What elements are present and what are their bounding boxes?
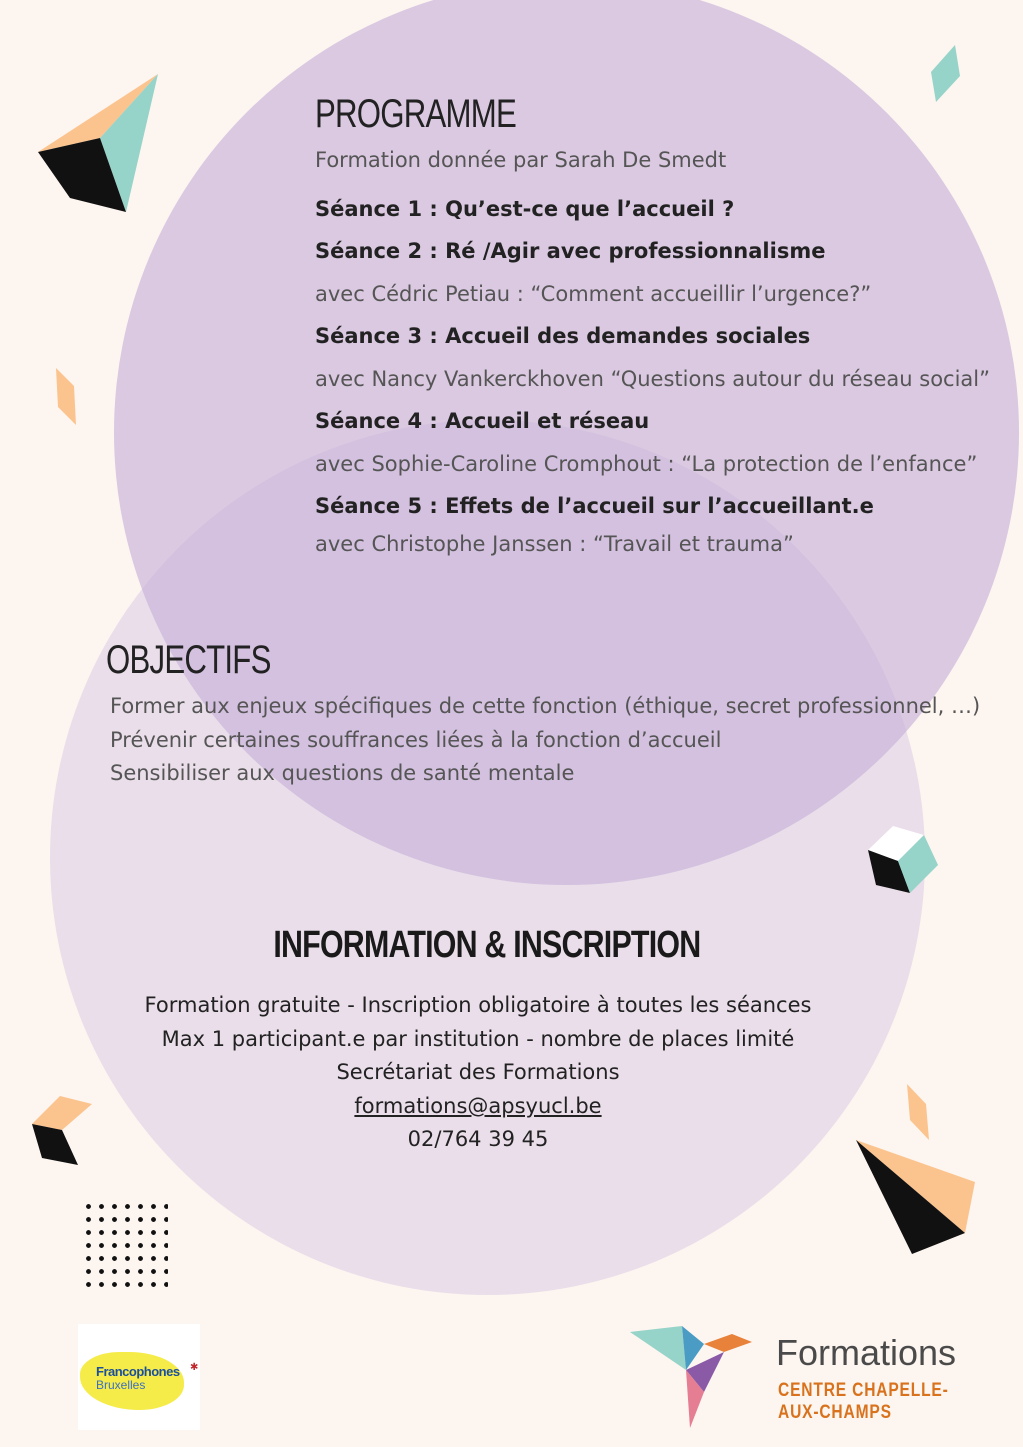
shape-peach-sliver-left: [56, 368, 76, 425]
objectif-item-1: Former aux enjeux spécifiques de cette fonction (éthique, secret professionnel, …): [110, 694, 981, 718]
objectif-item-3: Sensibiliser aux questions de santé mentale: [110, 761, 575, 785]
info-line-secretariat: Secrétariat des Formations: [336, 1060, 620, 1084]
shape-teal-diamond: [931, 45, 960, 102]
shape-top-left: [38, 74, 158, 212]
info-title-text: INFORMATION & INSCRIPTION: [273, 924, 701, 966]
objectif-item-2: Prévenir certaines souffrances liées à la fonction d’accueil: [110, 728, 722, 752]
shape-cube-right: [868, 826, 938, 893]
info-line-max: Max 1 participant.e par institution - nombre de places limité: [161, 1027, 795, 1051]
programme-title: PROGRAMME: [315, 92, 516, 136]
session-4-speaker: avec Sophie-Caroline Cromphout : “La protection de l’enfance”: [315, 452, 978, 476]
info-phone: 02/764 39 45: [407, 1127, 549, 1151]
email-link[interactable]: formations@apsyucl.be: [354, 1094, 602, 1118]
info-title: [0, 924, 974, 967]
info-line-free: Formation gratuite - Inscription obligatoire à toutes les séances: [144, 993, 812, 1017]
session-1-title: Séance 1 : Qu’est-ce que l’accueil ?: [315, 197, 735, 221]
session-5-title: Séance 5 : Effets de l’accueil sur l’accueillant.e: [315, 494, 874, 518]
logo-text-francophones: Francophones: [96, 1364, 180, 1379]
francophones-bruxelles-logo: [78, 1324, 200, 1430]
dot-grid-decoration: [82, 1200, 168, 1290]
objectifs-title: OBJECTIFS: [106, 638, 271, 682]
brand-title: Formations: [776, 1332, 957, 1373]
session-4-title: Séance 4 : Accueil et réseau: [315, 409, 650, 433]
origami-bird-icon: [628, 1322, 758, 1432]
programme-subtitle: Formation donnée par Sarah De Smedt: [315, 148, 727, 172]
session-2-speaker: avec Cédric Petiau : “Comment accueillir l’urgence?”: [315, 282, 872, 306]
session-3-speaker: avec Nancy Vankerckhoven “Questions autour du réseau social”: [315, 367, 991, 391]
session-3-title: Séance 3 : Accueil des demandes sociales: [315, 324, 811, 348]
session-5-speaker: avec Christophe Janssen : “Travail et trauma”: [315, 532, 794, 556]
shape-bottom-right: [856, 1140, 975, 1254]
info-email-row: [0, 1094, 956, 1118]
session-2-title: Séance 2 : Ré /Agir avec professionnalisme: [315, 239, 826, 263]
logo-star-icon: ✱: [190, 1362, 199, 1373]
brand-subtitle: CENTRE CHAPELLE-AUX-CHAMPS: [778, 1380, 949, 1423]
logo-text-bruxelles: Bruxelles: [96, 1378, 146, 1392]
